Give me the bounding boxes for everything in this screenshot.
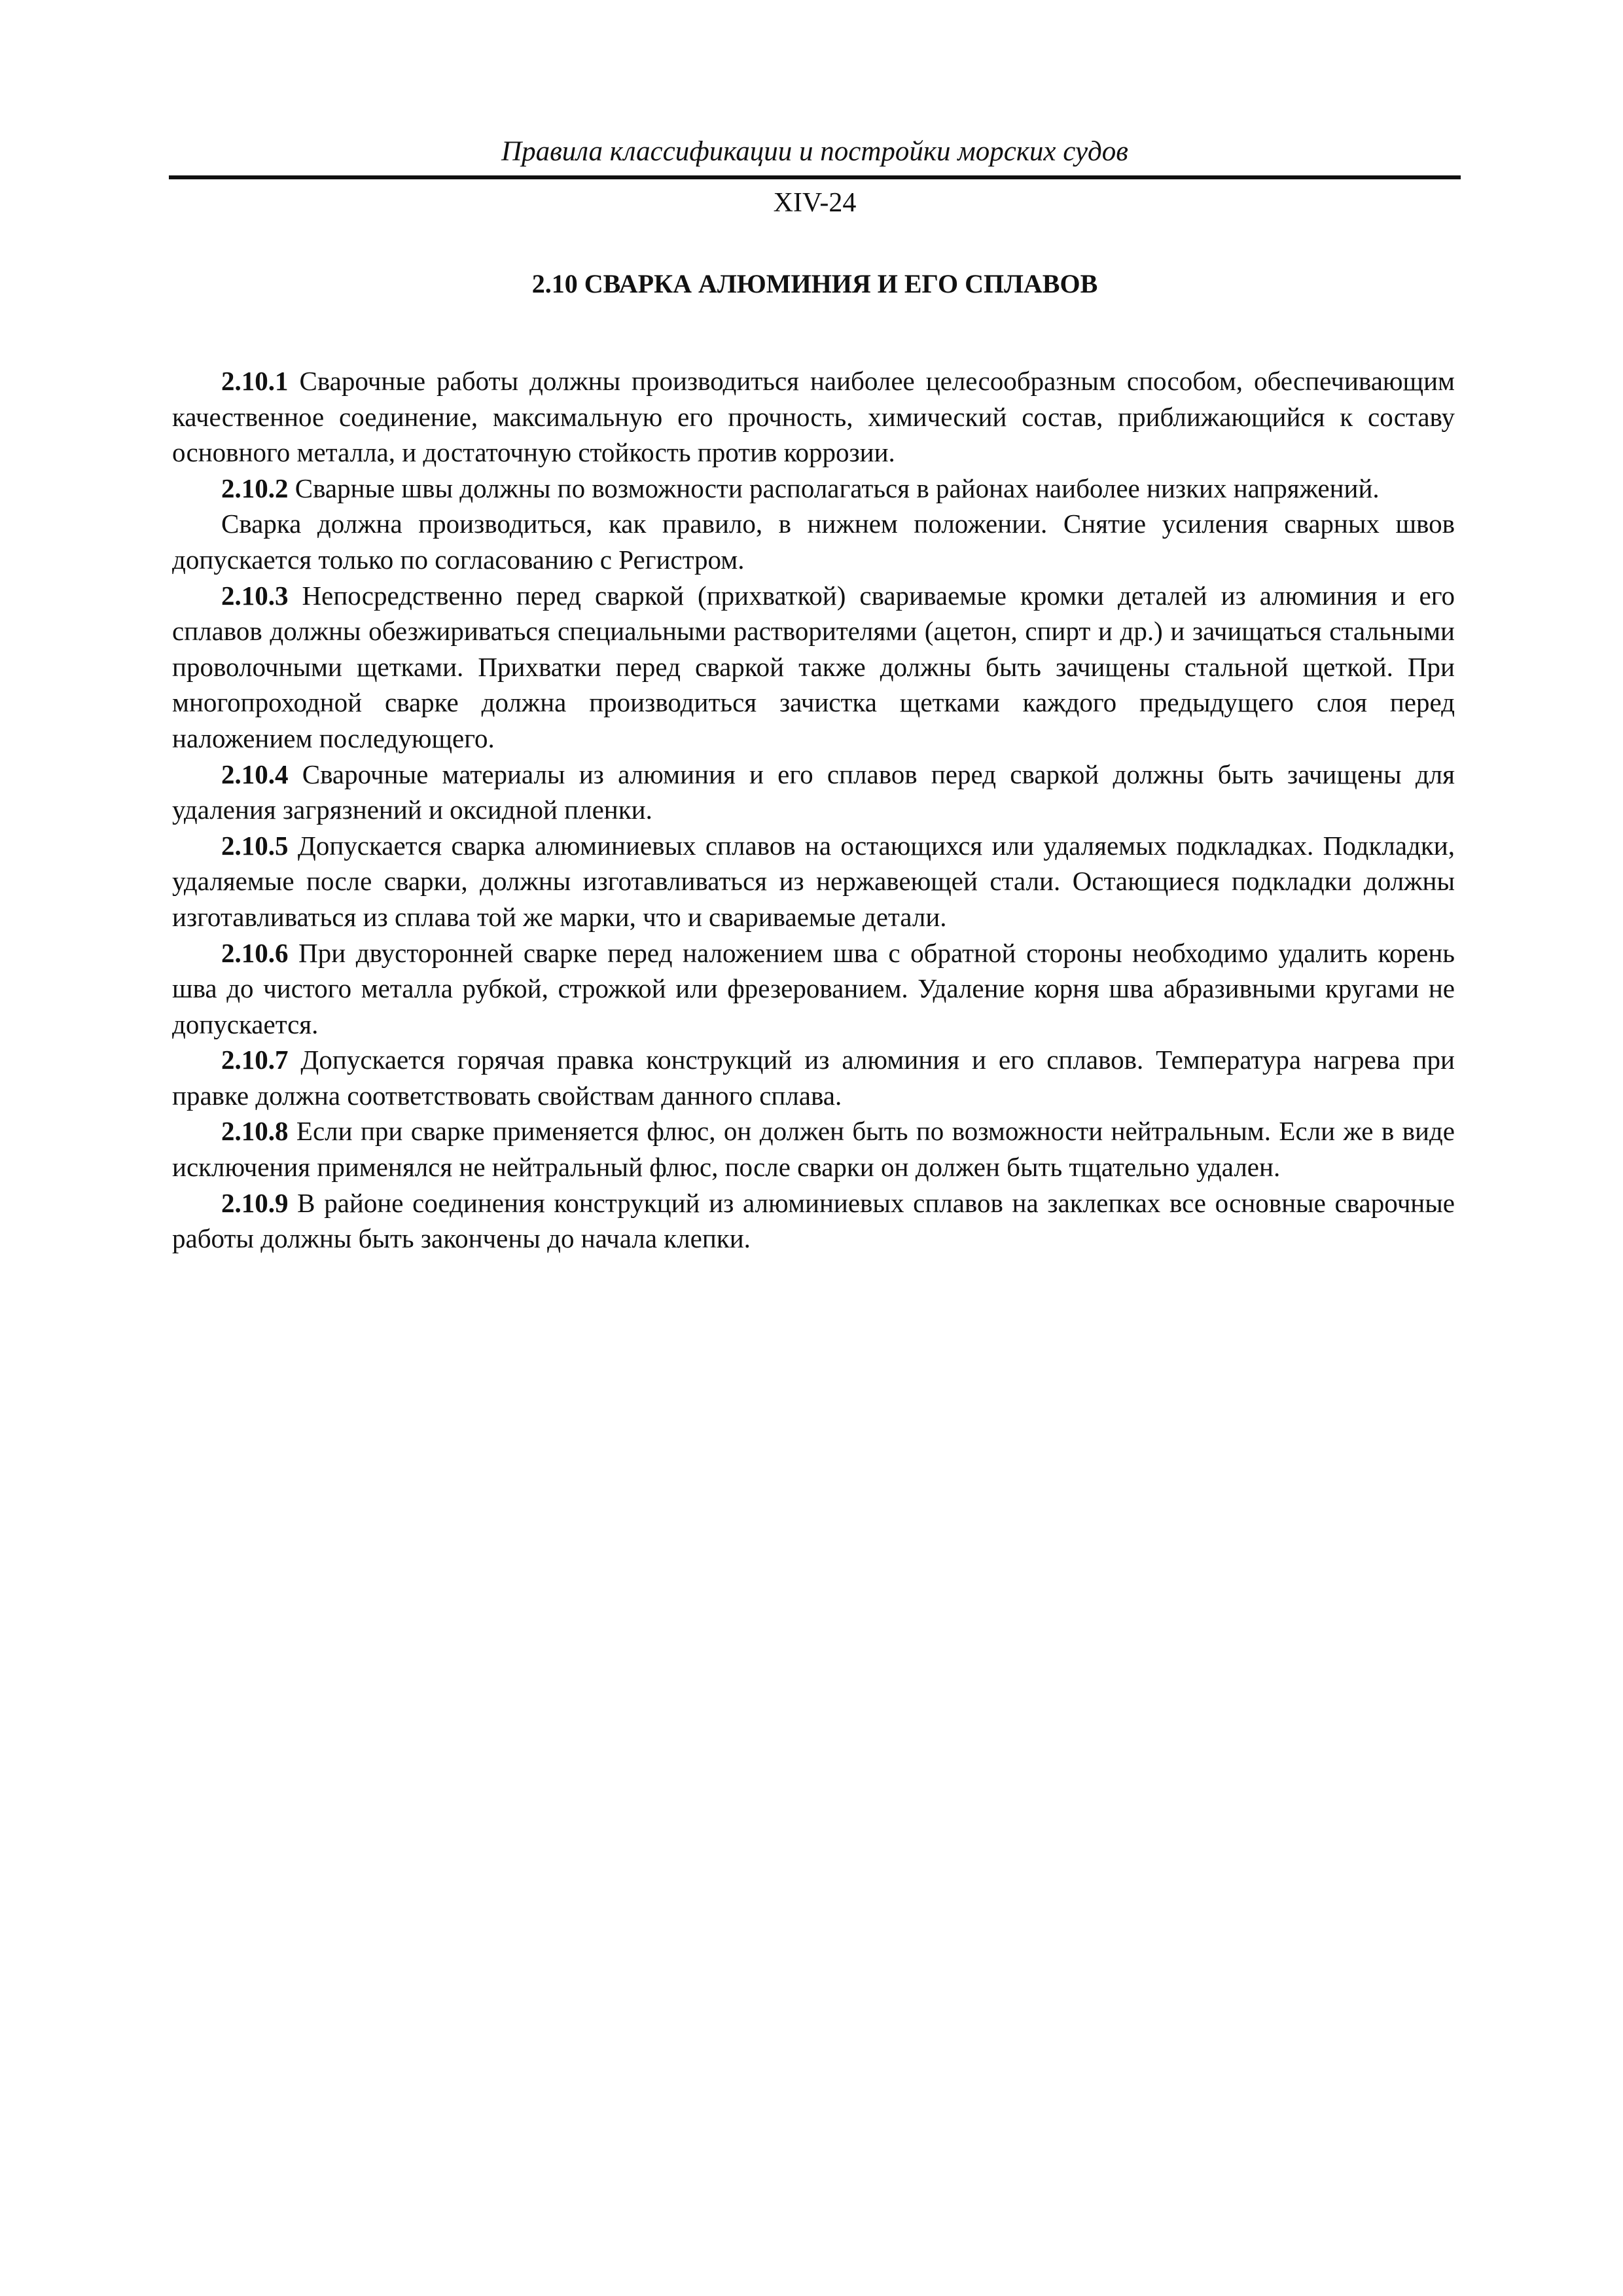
paragraph-2-10-8 [172,1113,1455,1185]
paragraph-2-10-2 [172,471,1455,507]
paragraph-text: Сварные швы должны по возможности располагаться в районах наиболее низких напряжений. [288,473,1380,503]
paragraph-2-10-9 [172,1185,1455,1257]
paragraph-text: Сварочные материалы из алюминия и его сплавов перед сваркой должны быть зачищены для удаления загрязнений и оксидной пленки. [172,759,1455,825]
paragraph-number: 2.10.3 [221,580,289,611]
paragraph-number: 2.10.2 [221,473,289,503]
paragraph-2-10-3 [172,578,1455,757]
page-number: XIV-24 [773,188,857,218]
paragraph-text: Если при сварке применяется флюс, он должен быть по возможности нейтральным. Если же в виде исключения применялся не нейтральный флюс, после сварки он должен быть тщательно удален. [172,1116,1455,1183]
section-title: 2.10 СВАРКА АЛЮМИНИЯ И ЕГО СПЛАВОВ [531,269,1098,298]
paragraph-number: 2.10.5 [221,830,289,861]
header-rule [169,175,1461,179]
paragraph-2-10-4 [172,757,1455,828]
paragraph-number: 2.10.9 [221,1187,289,1218]
paragraph-number: 2.10.1 [221,366,289,396]
paragraph-text: В районе соединения конструкций из алюминиевых сплавов на заклепках все основные сварочные работы должны быть закончены до начала клепки. [172,1187,1455,1254]
paragraph-2-10-6 [172,935,1455,1043]
paragraph-number: 2.10.8 [221,1116,289,1147]
section-body [172,363,1455,1257]
paragraph-text: Сварочные работы должны производиться наиболее целесообразным способом, обеспечивающим качественное соединение, максимальную его прочность, химический состав, приближающийся к составу основного металла, и достаточную стойкость против коррозии. [172,366,1455,468]
paragraph-2-10-5 [172,828,1455,935]
paragraph-2-10-1 [172,363,1455,471]
paragraph-number: 2.10.6 [221,937,289,968]
paragraph-text: Допускается сварка алюминиевых сплавов на остающихся или удаляемых подкладках. Подкладки, удаляемые после сварки, должны изготавливаться из нержавеющей стали. Остающиеся подкладки должны изготавливаться из сплава той же марки, что и свариваемые детали. [172,830,1455,932]
paragraph-text: Допускается горячая правка конструкций из алюминия и его сплавов. Температура нагрева при правке должна соответствовать свойствам данного сплава. [172,1045,1455,1111]
running-header: Правила классификации и постройки морских судов [501,136,1128,167]
paragraph-text: При двусторонней сварке перед наложением шва с обратной стороны необходимо удалить корень шва до чистого металла рубкой, строжкой или фрезерованием. Удаление корня шва абразивными кругами не допускается. [172,937,1455,1039]
paragraph-text: Сварка должна производиться, как правило, в нижнем положении. Снятие усиления сварных швов допускается только по согласованию с Регистром. [172,509,1455,575]
paragraph-2-10-7 [172,1042,1455,1113]
paragraph-number: 2.10.7 [221,1045,289,1075]
paragraph-text: Непосредственно перед сваркой (прихваткой) свариваемые кромки деталей из алюминия и его сплавов должны обезжириваться специальными растворителями (ацетон, спирт и др.) и зачищаться стальными проволочными щетками. Прихватки перед сваркой также должны быть зачищены стальной щеткой. При многопроходной сварке должна производиться зачистка щетками каждого предыдущего слоя перед наложением последующего. [172,580,1455,753]
paragraph-2-10-2-continued [172,506,1455,577]
paragraph-number: 2.10.4 [221,759,289,789]
